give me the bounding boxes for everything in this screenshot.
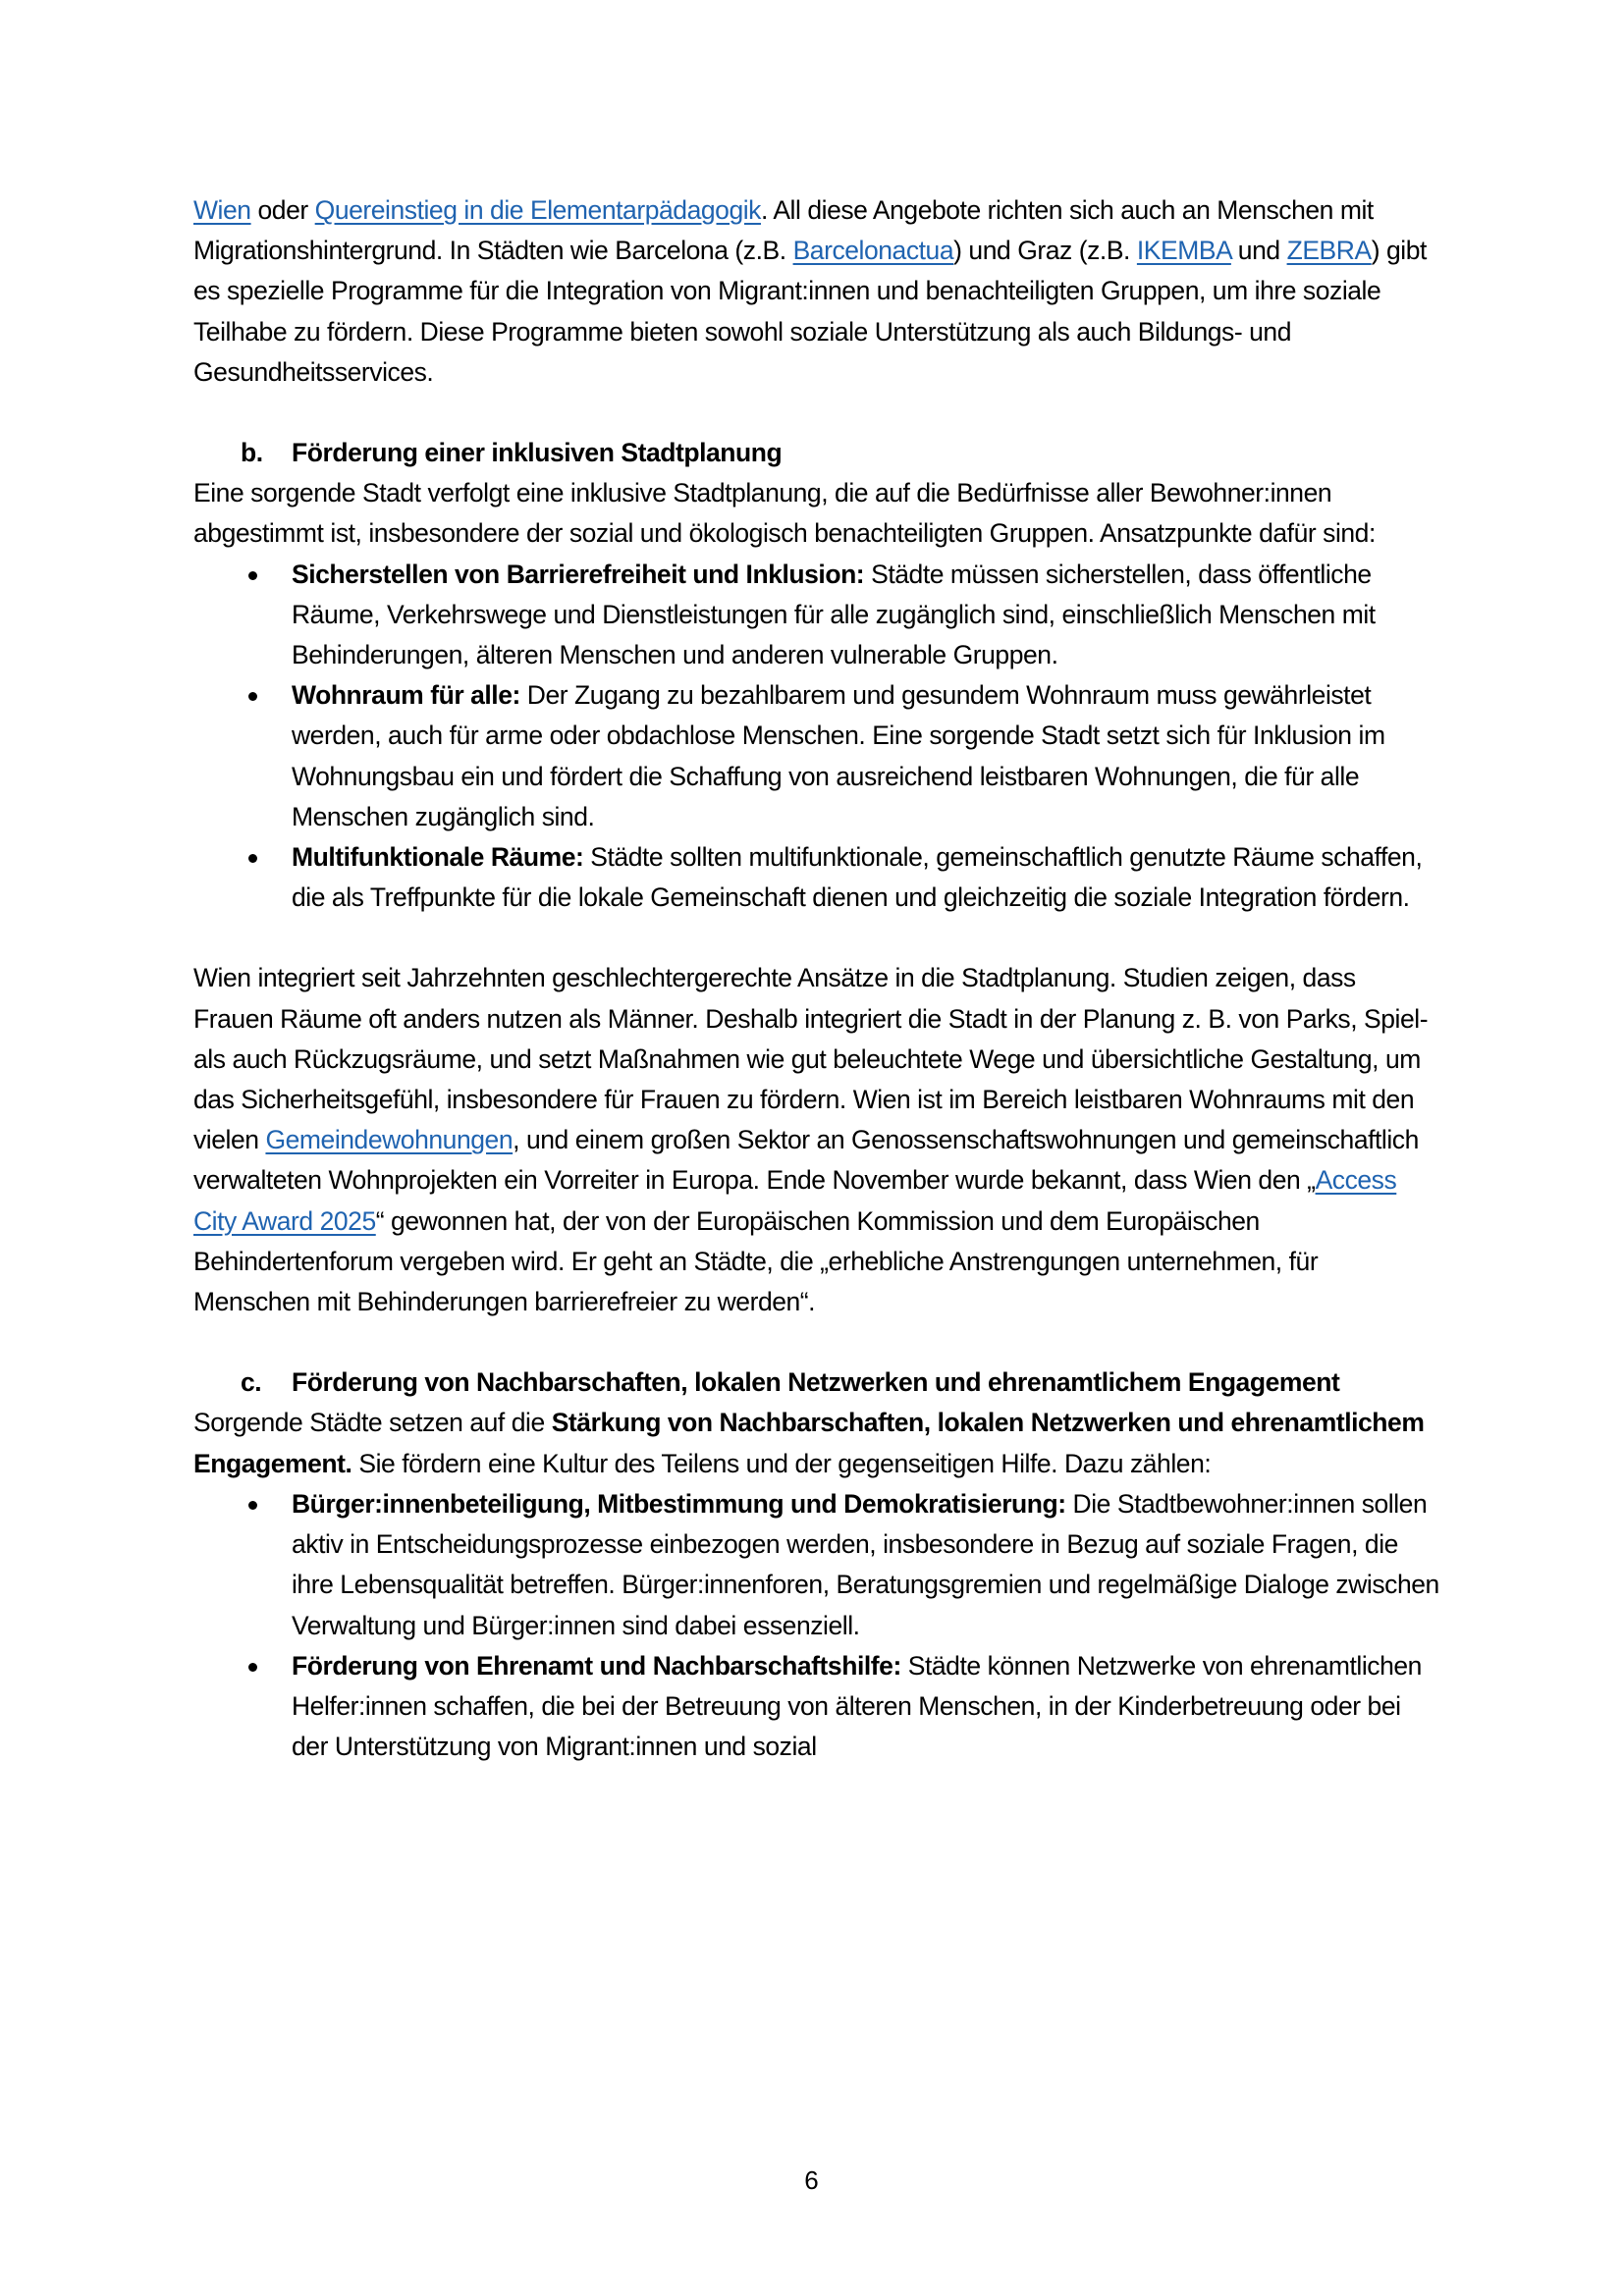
list-item: Förderung von Ehrenamt und Nachbarschaftshilfe: Städte können Netzwerke von ehrenamtlichen Helfer:innen schaffen, die bei der Betreuung von älteren Menschen, in der Kinderbetreuung oder bei der Unterstützung von Migrant:innen und sozial xyxy=(193,1646,1440,1768)
section-b-title: Förderung einer inklusiven Stadtplanung xyxy=(292,438,783,468)
link-zebra[interactable]: ZEBRA xyxy=(1286,236,1372,266)
section-b-list xyxy=(193,555,1440,919)
section-b-heading xyxy=(193,433,1440,473)
list-item: Sicherstellen von Barrierefreiheit und Inklusion: Städte müssen sicherstellen, dass öffentliche Räume, Verkehrswege und Dienstleistungen für alle zugänglich sind, einschließlich Menschen mit Behinderungen, älteren Menschen und anderen vulnerable Gruppen. xyxy=(193,555,1440,676)
wien-paragraph: Wien integriert seit Jahrzehnten geschlechtergerechte Ansätze in die Stadtplanung. Studien zeigen, dass Frauen Räume oft anders nutzen als Männer. Deshalb integriert die Stadt in der Planung z. B. von Parks, Spiel- als auch Rückzugsräume, und setzt Maßnahmen wie gut beleuchtete Wege und übersichtliche Gestaltung, um das Sicherheitsgefühl, insbesondere für Frauen zu fördern. Wien ist im Bereich leistbaren Wohnraums mit den vielen Gemeindewohnungen, und einem großen Sektor an Genossenschaftswohnungen und gemeinschaftlich verwalteten Wohnprojekten ein Vorreiter in Europa. Ende November wurde bekannt, dass Wien den „Access City Award 2025“ gewonnen hat, der von der Europäischen Kommission und dem Europäischen Behindertenforum vergeben wird. Er geht an Städte, die „erhebliche Anstrengungen unternehmen, für Menschen mit Behinderungen barrierefreier zu werden“. xyxy=(193,963,1429,1317)
intro-paragraph: Wien oder Quereinstieg in die Elementarpädagogik. All diese Angebote richten sich auch an Menschen mit Migrationshintergrund. In Städten wie Barcelona (z.B. Barcelonactua) und Graz (z.B. IKEMBA und ZEBRA) gibt es spezielle Programme für die Integration von Migrant:innen und benachteiligten Gruppen, um ihre soziale Teilhabe zu fördern. Diese Programme bieten sowohl soziale Unterstützung als auch Bildungs- und Gesundheitsservices. xyxy=(193,195,1427,387)
link-wien[interactable]: Wien xyxy=(193,195,251,225)
section-c-intro: Sorgende Städte setzen auf die Stärkung von Nachbarschaften, lokalen Netzwerken und ehrenamtlichem Engagement. Sie fördern eine Kultur des Teilens und der gegenseitigen Hilfe. Dazu zählen: xyxy=(193,1408,1425,1478)
link-barcelonactua[interactable]: Barcelonactua xyxy=(792,236,954,266)
link-gemeindewohnungen[interactable]: Gemeindewohnungen xyxy=(265,1125,514,1155)
list-item: Wohnraum für alle: Der Zugang zu bezahlbarem und gesundem Wohnraum muss gewährleistet werden, auch für arme oder obdachlose Menschen. Eine sorgende Stadt setzt sich für Inklusion im Wohnungsbau ein und fördert die Schaffung von ausreichend leistbaren Wohnungen, die für alle Menschen zugänglich sind. xyxy=(193,675,1440,837)
section-c-heading xyxy=(193,1362,1440,1403)
page-number: 6 xyxy=(804,2165,819,2195)
link-ikemba[interactable]: IKEMBA xyxy=(1136,236,1231,266)
bullet-icon xyxy=(248,854,257,863)
spacer xyxy=(193,393,1440,433)
list-item: Multifunktionale Räume: Städte sollten multifunktionale, gemeinschaftlich genutzte Räume schaffen, die als Treffpunkte für die lokale Gemeinschaft dienen und gleichzeitig die soziale Integration fördern. xyxy=(193,837,1440,918)
bullet-icon xyxy=(248,1663,257,1672)
bullet-icon xyxy=(248,692,257,701)
section-c-marker: c. xyxy=(241,1367,262,1398)
section-c-title: Förderung von Nachbarschaften, lokalen Netzwerken und ehrenamtlichem Engagement xyxy=(292,1367,1340,1398)
section-b-marker: b. xyxy=(241,438,263,468)
spacer xyxy=(193,918,1440,958)
list-item: Bürger:innenbeteiligung, Mitbestimmung und Demokratisierung: Die Stadtbewohner:innen sollen aktiv in Entscheidungsprozesse einbezogen werden, insbesondere in Bezug auf soziale Fragen, die ihre Lebensqualität betreffen. Bürger:innenforen, Beratungsgremien und regelmäßige Dialoge zwischen Verwaltung und Bürger:innen sind dabei essenziell. xyxy=(193,1484,1440,1646)
document-page xyxy=(193,190,1440,1767)
section-b-intro: Eine sorgende Stadt verfolgt eine inklusive Stadtplanung, die auf die Bedürfnisse aller Bewohner:innen abgestimmt ist, insbesondere der sozial und ökologisch benachteiligten Gruppen. Ansatzpunkte dafür sind: xyxy=(193,478,1376,549)
spacer xyxy=(193,1322,1440,1362)
link-access-city-award[interactable]: Access City Award 2025 xyxy=(193,1165,1397,1236)
bullet-icon xyxy=(248,571,257,580)
bullet-icon xyxy=(248,1501,257,1510)
link-quereinstieg[interactable]: Quereinstieg in die Elementarpädagogik xyxy=(314,195,761,225)
section-c-list xyxy=(193,1484,1440,1767)
